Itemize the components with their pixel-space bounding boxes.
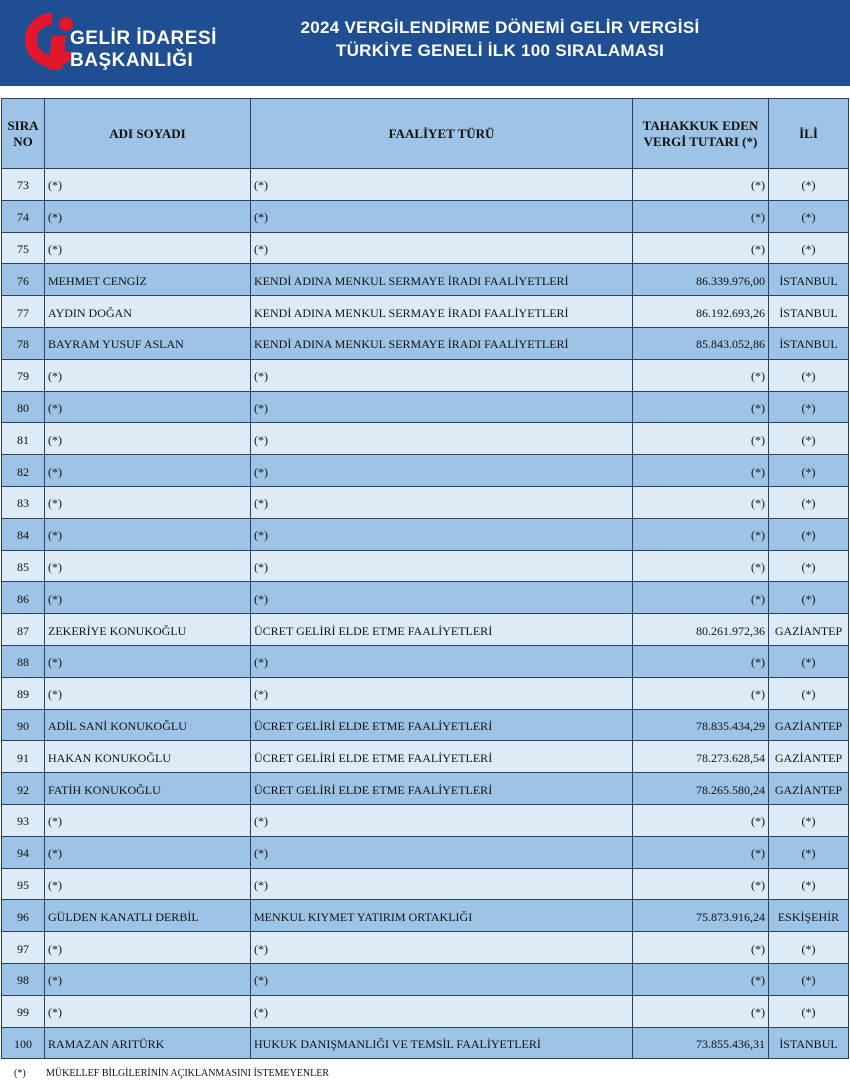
cell-amount: (*) — [633, 518, 769, 550]
logo-line-1: GELİR İDARESİ — [70, 28, 217, 49]
cell-no: 80 — [2, 391, 45, 423]
cell-activity: KENDİ ADINA MENKUL SERMAYE İRADI FAALİYETLERİ — [251, 264, 633, 296]
cell-activity: (*) — [251, 169, 633, 201]
cell-city: (*) — [769, 232, 849, 264]
cell-amount: (*) — [633, 455, 769, 487]
cell-activity: (*) — [251, 455, 633, 487]
footnote-mark: (*) — [14, 1068, 26, 1079]
table-row — [2, 709, 849, 741]
page-title-line-1: 2024 VERGİLENDİRME DÖNEMİ GELİR VERGİSİ — [300, 18, 700, 37]
table-row — [2, 359, 849, 391]
cell-amount: 78.835.434,29 — [633, 709, 769, 741]
cell-no: 78 — [2, 327, 45, 359]
cell-city: (*) — [769, 423, 849, 455]
cell-activity: (*) — [251, 550, 633, 582]
cell-no: 93 — [2, 804, 45, 836]
cell-name: AYDIN DOĞAN — [45, 296, 251, 328]
cell-activity: HUKUK DANIŞMANLIĞI VE TEMSİL FAALİYETLERİ — [251, 1027, 633, 1059]
cell-no: 83 — [2, 486, 45, 518]
cell-city: (*) — [769, 550, 849, 582]
footnote — [0, 1068, 850, 1084]
cell-amount: 86.192.693,26 — [633, 296, 769, 328]
cell-no: 85 — [2, 550, 45, 582]
cell-name: (*) — [45, 455, 251, 487]
cell-name: (*) — [45, 868, 251, 900]
cell-activity: ÜCRET GELİRİ ELDE ETME FAALİYETLERİ — [251, 614, 633, 646]
cell-name: GÜLDEN KANATLI DERBİL — [45, 900, 251, 932]
cell-city: (*) — [769, 169, 849, 201]
table-row — [2, 486, 849, 518]
cell-amount: 78.265.580,24 — [633, 773, 769, 805]
cell-activity: (*) — [251, 645, 633, 677]
table-row — [2, 518, 849, 550]
table-row — [2, 932, 849, 964]
table-row — [2, 995, 849, 1027]
table-row — [2, 169, 849, 201]
cell-amount: 73.855.436,31 — [633, 1027, 769, 1059]
cell-no: 100 — [2, 1027, 45, 1059]
cell-city: (*) — [769, 391, 849, 423]
cell-amount: (*) — [633, 645, 769, 677]
footnote-text: MÜKELLEF BİLGİLERİNİN AÇIKLANMASINI İSTEMEYENLER — [46, 1068, 330, 1079]
cell-name: MEHMET CENGİZ — [45, 264, 251, 296]
cell-name: ZEKERİYE KONUKOĞLU — [45, 614, 251, 646]
table-row — [2, 200, 849, 232]
ranking-table — [1, 98, 849, 1059]
cell-amount: (*) — [633, 423, 769, 455]
cell-no: 88 — [2, 645, 45, 677]
cell-no: 90 — [2, 709, 45, 741]
cell-no: 99 — [2, 995, 45, 1027]
cell-city: (*) — [769, 200, 849, 232]
cell-amount: 86.339.976,00 — [633, 264, 769, 296]
cell-no: 87 — [2, 614, 45, 646]
cell-amount: (*) — [633, 200, 769, 232]
cell-activity: (*) — [251, 200, 633, 232]
table-row — [2, 868, 849, 900]
cell-amount: (*) — [633, 486, 769, 518]
cell-amount: (*) — [633, 169, 769, 201]
cell-city: (*) — [769, 645, 849, 677]
cell-no: 95 — [2, 868, 45, 900]
cell-name: (*) — [45, 963, 251, 995]
cell-no: 86 — [2, 582, 45, 614]
cell-name: (*) — [45, 423, 251, 455]
cell-amount: 85.843.052,86 — [633, 327, 769, 359]
cell-activity: (*) — [251, 486, 633, 518]
table-row — [2, 582, 849, 614]
table-row — [2, 963, 849, 995]
cell-activity: (*) — [251, 932, 633, 964]
column-header-activity: FAALİYET TÜRÜ — [251, 99, 633, 169]
cell-city: (*) — [769, 868, 849, 900]
cell-city: GAZİANTEP — [769, 614, 849, 646]
cell-amount: 80.261.972,36 — [633, 614, 769, 646]
cell-city: ESKİŞEHİR — [769, 900, 849, 932]
cell-activity: (*) — [251, 582, 633, 614]
cell-city: (*) — [769, 359, 849, 391]
page-header — [0, 0, 850, 86]
cell-city: İSTANBUL — [769, 264, 849, 296]
cell-no: 73 — [2, 169, 45, 201]
cell-name: (*) — [45, 932, 251, 964]
cell-city: GAZİANTEP — [769, 741, 849, 773]
cell-no: 98 — [2, 963, 45, 995]
cell-city: (*) — [769, 804, 849, 836]
column-header-city: İLİ — [769, 99, 849, 169]
cell-name: (*) — [45, 582, 251, 614]
cell-amount: 78.273.628,54 — [633, 741, 769, 773]
cell-name: (*) — [45, 359, 251, 391]
table-row — [2, 614, 849, 646]
cell-name: (*) — [45, 995, 251, 1027]
cell-no: 76 — [2, 264, 45, 296]
cell-city: (*) — [769, 518, 849, 550]
table-row — [2, 1027, 849, 1059]
cell-name: ADİL SANİ KONUKOĞLU — [45, 709, 251, 741]
cell-activity: ÜCRET GELİRİ ELDE ETME FAALİYETLERİ — [251, 773, 633, 805]
table-row — [2, 423, 849, 455]
cell-activity: (*) — [251, 963, 633, 995]
cell-no: 82 — [2, 455, 45, 487]
cell-amount: (*) — [633, 963, 769, 995]
cell-city: (*) — [769, 932, 849, 964]
cell-activity: (*) — [251, 677, 633, 709]
cell-activity: KENDİ ADINA MENKUL SERMAYE İRADI FAALİYETLERİ — [251, 327, 633, 359]
cell-no: 96 — [2, 900, 45, 932]
cell-no: 89 — [2, 677, 45, 709]
cell-amount: (*) — [633, 582, 769, 614]
cell-name: (*) — [45, 836, 251, 868]
cell-amount: (*) — [633, 359, 769, 391]
cell-amount: (*) — [633, 391, 769, 423]
cell-name: (*) — [45, 550, 251, 582]
column-header-name: ADI SOYADI — [45, 99, 251, 169]
table-row — [2, 645, 849, 677]
cell-no: 92 — [2, 773, 45, 805]
table-row — [2, 455, 849, 487]
table-row — [2, 773, 849, 805]
cell-no: 75 — [2, 232, 45, 264]
cell-activity: (*) — [251, 868, 633, 900]
cell-activity: (*) — [251, 995, 633, 1027]
cell-no: 79 — [2, 359, 45, 391]
table-row — [2, 391, 849, 423]
cell-no: 94 — [2, 836, 45, 868]
cell-name: (*) — [45, 677, 251, 709]
cell-city: (*) — [769, 677, 849, 709]
cell-city: GAZİANTEP — [769, 773, 849, 805]
cell-activity: ÜCRET GELİRİ ELDE ETME FAALİYETLERİ — [251, 709, 633, 741]
cell-name: (*) — [45, 804, 251, 836]
cell-amount: (*) — [633, 995, 769, 1027]
cell-no: 77 — [2, 296, 45, 328]
cell-name: HAKAN KONUKOĞLU — [45, 741, 251, 773]
cell-activity: (*) — [251, 804, 633, 836]
cell-no: 97 — [2, 932, 45, 964]
cell-name: RAMAZAN ARITÜRK — [45, 1027, 251, 1059]
cell-amount: (*) — [633, 550, 769, 582]
cell-activity: (*) — [251, 836, 633, 868]
cell-amount: 75.873.916,24 — [633, 900, 769, 932]
table-row — [2, 900, 849, 932]
cell-amount: (*) — [633, 932, 769, 964]
table-header-row — [2, 99, 849, 169]
table-row — [2, 550, 849, 582]
table-row — [2, 232, 849, 264]
cell-name: (*) — [45, 518, 251, 550]
cell-no: 84 — [2, 518, 45, 550]
cell-city: (*) — [769, 582, 849, 614]
table-row — [2, 804, 849, 836]
gib-logo — [22, 10, 222, 76]
cell-name: (*) — [45, 486, 251, 518]
cell-name: (*) — [45, 645, 251, 677]
cell-city: İSTANBUL — [769, 1027, 849, 1059]
cell-activity: (*) — [251, 391, 633, 423]
cell-name: (*) — [45, 169, 251, 201]
ranking-table-wrapper — [1, 98, 848, 1059]
page-title-line-2: TÜRKİYE GENELİ İLK 100 SIRALAMASI — [335, 41, 665, 60]
cell-activity: (*) — [251, 359, 633, 391]
cell-no: 74 — [2, 200, 45, 232]
cell-no: 81 — [2, 423, 45, 455]
cell-name: (*) — [45, 391, 251, 423]
cell-amount: (*) — [633, 677, 769, 709]
table-row — [2, 264, 849, 296]
cell-amount: (*) — [633, 232, 769, 264]
cell-city: (*) — [769, 455, 849, 487]
column-header-amount: TAHAKKUK EDEN VERGİ TUTARI (*) — [633, 99, 769, 169]
cell-city: (*) — [769, 995, 849, 1027]
cell-city: (*) — [769, 963, 849, 995]
cell-city: İSTANBUL — [769, 327, 849, 359]
cell-activity: (*) — [251, 423, 633, 455]
cell-name: BAYRAM YUSUF ASLAN — [45, 327, 251, 359]
table-row — [2, 327, 849, 359]
table-body — [2, 169, 849, 1059]
logo-line-2: BAŞKANLIĞI — [70, 50, 194, 71]
page-title — [230, 16, 770, 62]
table-row — [2, 677, 849, 709]
cell-no: 91 — [2, 741, 45, 773]
cell-name: (*) — [45, 200, 251, 232]
cell-activity: (*) — [251, 232, 633, 264]
cell-activity: KENDİ ADINA MENKUL SERMAYE İRADI FAALİYETLERİ — [251, 296, 633, 328]
cell-city: GAZİANTEP — [769, 709, 849, 741]
table-row — [2, 836, 849, 868]
cell-city: (*) — [769, 836, 849, 868]
cell-amount: (*) — [633, 836, 769, 868]
cell-city: İSTANBUL — [769, 296, 849, 328]
cell-city: (*) — [769, 486, 849, 518]
cell-activity: ÜCRET GELİRİ ELDE ETME FAALİYETLERİ — [251, 741, 633, 773]
cell-name: (*) — [45, 232, 251, 264]
cell-activity: (*) — [251, 518, 633, 550]
column-header-no: SIRA NO — [2, 99, 45, 169]
table-row — [2, 741, 849, 773]
table-row — [2, 296, 849, 328]
cell-activity: MENKUL KIYMET YATIRIM ORTAKLIĞI — [251, 900, 633, 932]
cell-name: FATİH KONUKOĞLU — [45, 773, 251, 805]
cell-amount: (*) — [633, 868, 769, 900]
cell-amount: (*) — [633, 804, 769, 836]
